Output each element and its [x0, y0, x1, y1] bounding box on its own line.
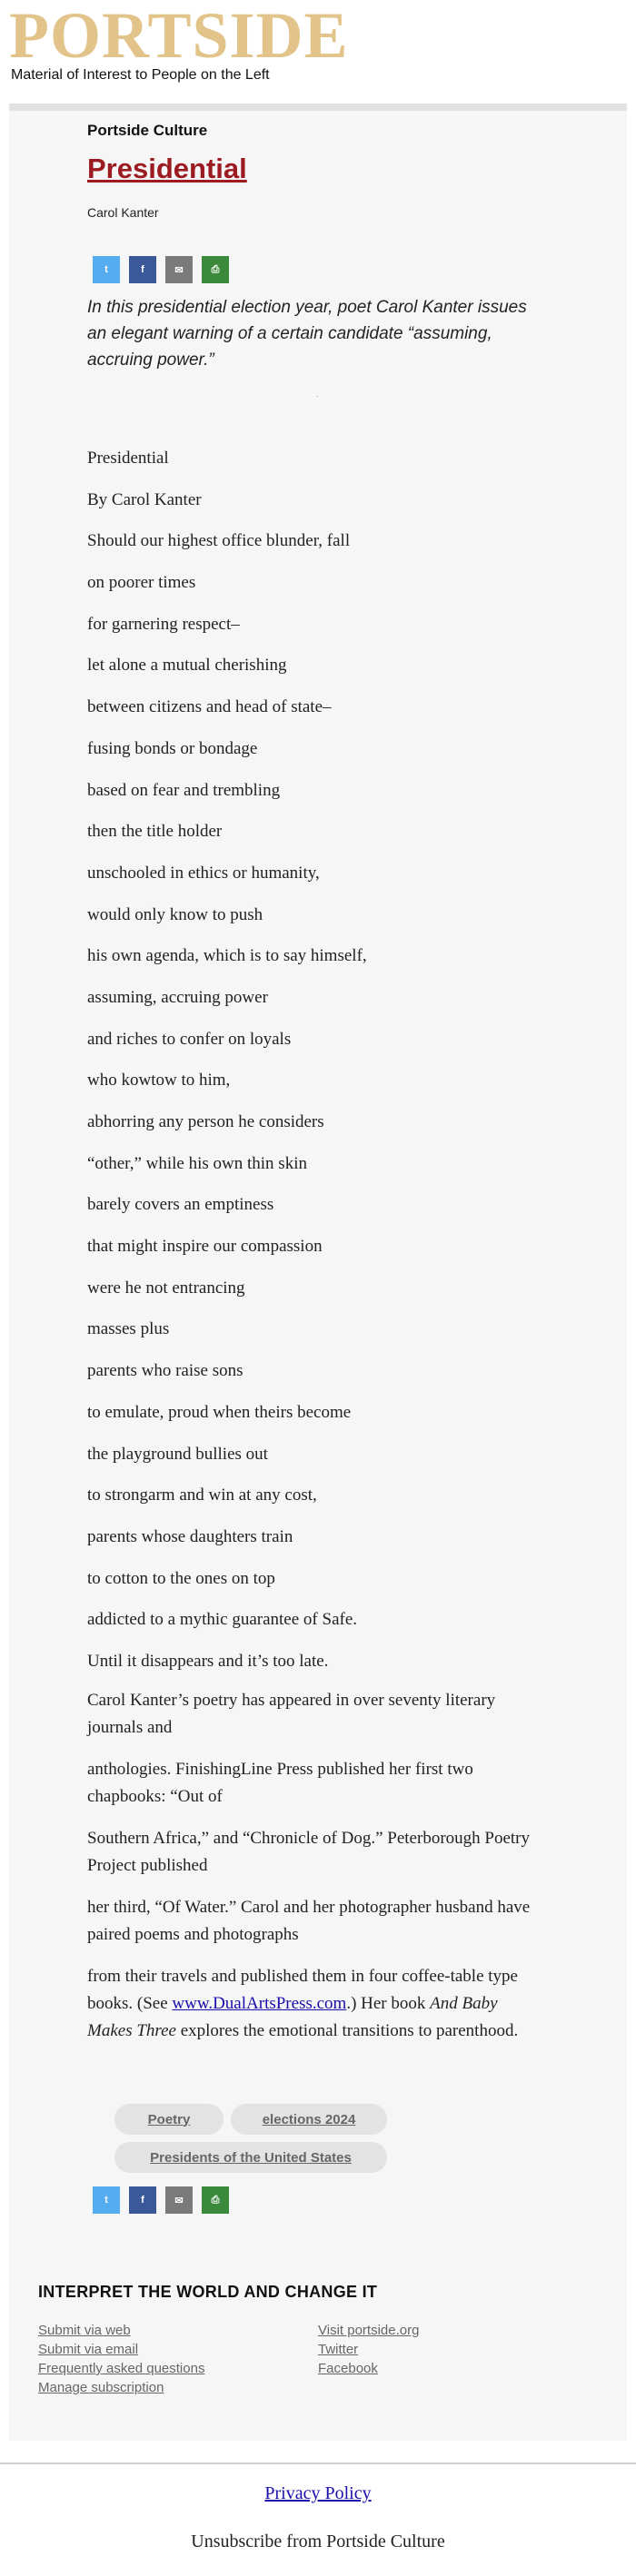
- manage-subscription-link[interactable]: Manage subscription: [38, 2380, 164, 2395]
- email-share-icon[interactable]: ✉: [165, 2186, 193, 2214]
- footer-links-right: [318, 2321, 419, 2378]
- facebook-share-icon[interactable]: f: [129, 2186, 156, 2214]
- privacy-section: [0, 2483, 636, 2504]
- email-share-icon[interactable]: ✉: [165, 256, 193, 283]
- poem-line: who kowtow to him,: [87, 1071, 231, 1091]
- poem-line: Should our highest office blunder, fall: [87, 531, 351, 551]
- poem-line: “other,” while his own thin skin: [87, 1153, 307, 1173]
- bio-paragraph-3: Southern Africa,” and “Chronicle of Dog.” Peterborough Poetry Project published: [87, 1829, 531, 1875]
- footer-heading: INTERPRET THE WORLD AND CHANGE IT: [38, 2283, 378, 2301]
- twitter-link[interactable]: Twitter: [318, 2342, 359, 2357]
- poem-line: for garnering respect–: [87, 614, 240, 634]
- poem-line: By Carol Kanter: [87, 489, 202, 509]
- poem-line: to strongarm and win at any cost,: [87, 1485, 317, 1505]
- bio-paragraph-4: her third, “Of Water.” Carol and her photographer husband have paired poems and photographs: [87, 1898, 531, 1944]
- bio-paragraph-2: anthologies. FinishingLine Press published her first two chapbooks: “Out of: [87, 1760, 473, 1806]
- tag-presidents[interactable]: Presidents of the United States: [114, 2142, 387, 2173]
- poem-line: assuming, accruing power: [87, 987, 268, 1007]
- poem-line: and riches to confer on loyals: [87, 1029, 292, 1049]
- print-icon[interactable]: ⎙: [202, 256, 229, 283]
- submit-email-link[interactable]: Submit via email: [38, 2342, 139, 2357]
- dualartspress-link[interactable]: www.DualArtsPress.com: [172, 1994, 347, 2013]
- article-title[interactable]: Presidential: [87, 153, 247, 184]
- poem-line: abhorring any person he considers: [87, 1112, 324, 1131]
- bio-paragraph-1: Carol Kanter’s poetry has appeared in over seventy literary journals and: [87, 1691, 496, 1737]
- poem-line: unschooled in ethics or humanity,: [87, 863, 320, 883]
- poem-line: barely covers an emptiness: [87, 1195, 274, 1215]
- book-title: And Baby Makes Three: [87, 1994, 498, 2040]
- poem-line: parents whose daughters train: [87, 1526, 293, 1546]
- divider-dot: .: [316, 390, 319, 399]
- bio-text: from their travels and published them in four coffee-table type books. (See: [87, 1967, 518, 2013]
- share-bar-bottom: [93, 2186, 229, 2214]
- portside-logo[interactable]: PORTSIDE: [9, 0, 349, 72]
- poem-line: Presidential: [87, 449, 169, 468]
- tagline: Material of Interest to People on the Left: [11, 67, 270, 83]
- article-dek: In this presidential election year, poet Carol Kanter issues an elegant warning of a certain candidate “assuming, accruing power.”: [87, 298, 527, 370]
- twitter-share-icon[interactable]: t: [93, 2186, 120, 2214]
- poem-line: addicted to a mythic guarantee of Safe.: [87, 1610, 358, 1630]
- unsubscribe-link[interactable]: Unsubscribe from Portside Culture: [191, 2532, 445, 2551]
- tag-elections-2024[interactable]: elections 2024: [231, 2104, 387, 2135]
- submit-web-link[interactable]: Submit via web: [38, 2323, 131, 2338]
- poem-line: on poorer times: [87, 573, 196, 593]
- footer-links-left: [38, 2321, 204, 2397]
- poem-line: based on fear and trembling: [87, 780, 281, 800]
- bio-paragraph-5: [87, 1963, 542, 2045]
- faq-link[interactable]: Frequently asked questions: [38, 2361, 205, 2376]
- poem-body: [87, 447, 542, 1692]
- poem-line: parents who raise sons: [87, 1361, 243, 1381]
- tag-poetry[interactable]: Poetry: [114, 2104, 224, 2135]
- print-icon[interactable]: ⎙: [202, 2186, 229, 2214]
- poem-line: would only know to push: [87, 904, 263, 924]
- masthead: [9, 0, 627, 89]
- poem-line: were he not entrancing: [87, 1278, 245, 1298]
- facebook-link[interactable]: Facebook: [318, 2361, 378, 2376]
- poem-line: then the title holder: [87, 822, 223, 842]
- twitter-share-icon[interactable]: t: [93, 256, 120, 283]
- visit-portside-link[interactable]: Visit portside.org: [318, 2323, 420, 2338]
- section-label: Portside Culture: [87, 122, 208, 139]
- facebook-share-icon[interactable]: f: [129, 256, 156, 283]
- footer-divider: [0, 2462, 636, 2464]
- poem-line: let alone a mutual cherishing: [87, 656, 287, 676]
- privacy-policy-link[interactable]: Privacy Policy: [264, 2483, 372, 2503]
- poem-line: between citizens and head of state–: [87, 697, 332, 717]
- share-bar-top: [93, 256, 229, 283]
- poem-line: Until it disappears and it’s too late.: [87, 1651, 329, 1671]
- article-card: [9, 104, 627, 2441]
- poem-line: to cotton to the ones on top: [87, 1568, 275, 1588]
- bio-text: .) Her book: [346, 1994, 431, 2013]
- poem-line: fusing bonds or bondage: [87, 738, 258, 758]
- poem-line: his own agenda, which is to say himself,: [87, 946, 367, 966]
- poem-line: to emulate, proud when theirs become: [87, 1402, 352, 1422]
- bio-text: explores the emotional transitions to parenthood.: [175, 2021, 519, 2040]
- byline: Carol Kanter: [87, 205, 159, 220]
- poem-line: that might inspire our compassion: [87, 1237, 323, 1257]
- poem-line: masses plus: [87, 1319, 170, 1339]
- poem-line: the playground bullies out: [87, 1444, 268, 1464]
